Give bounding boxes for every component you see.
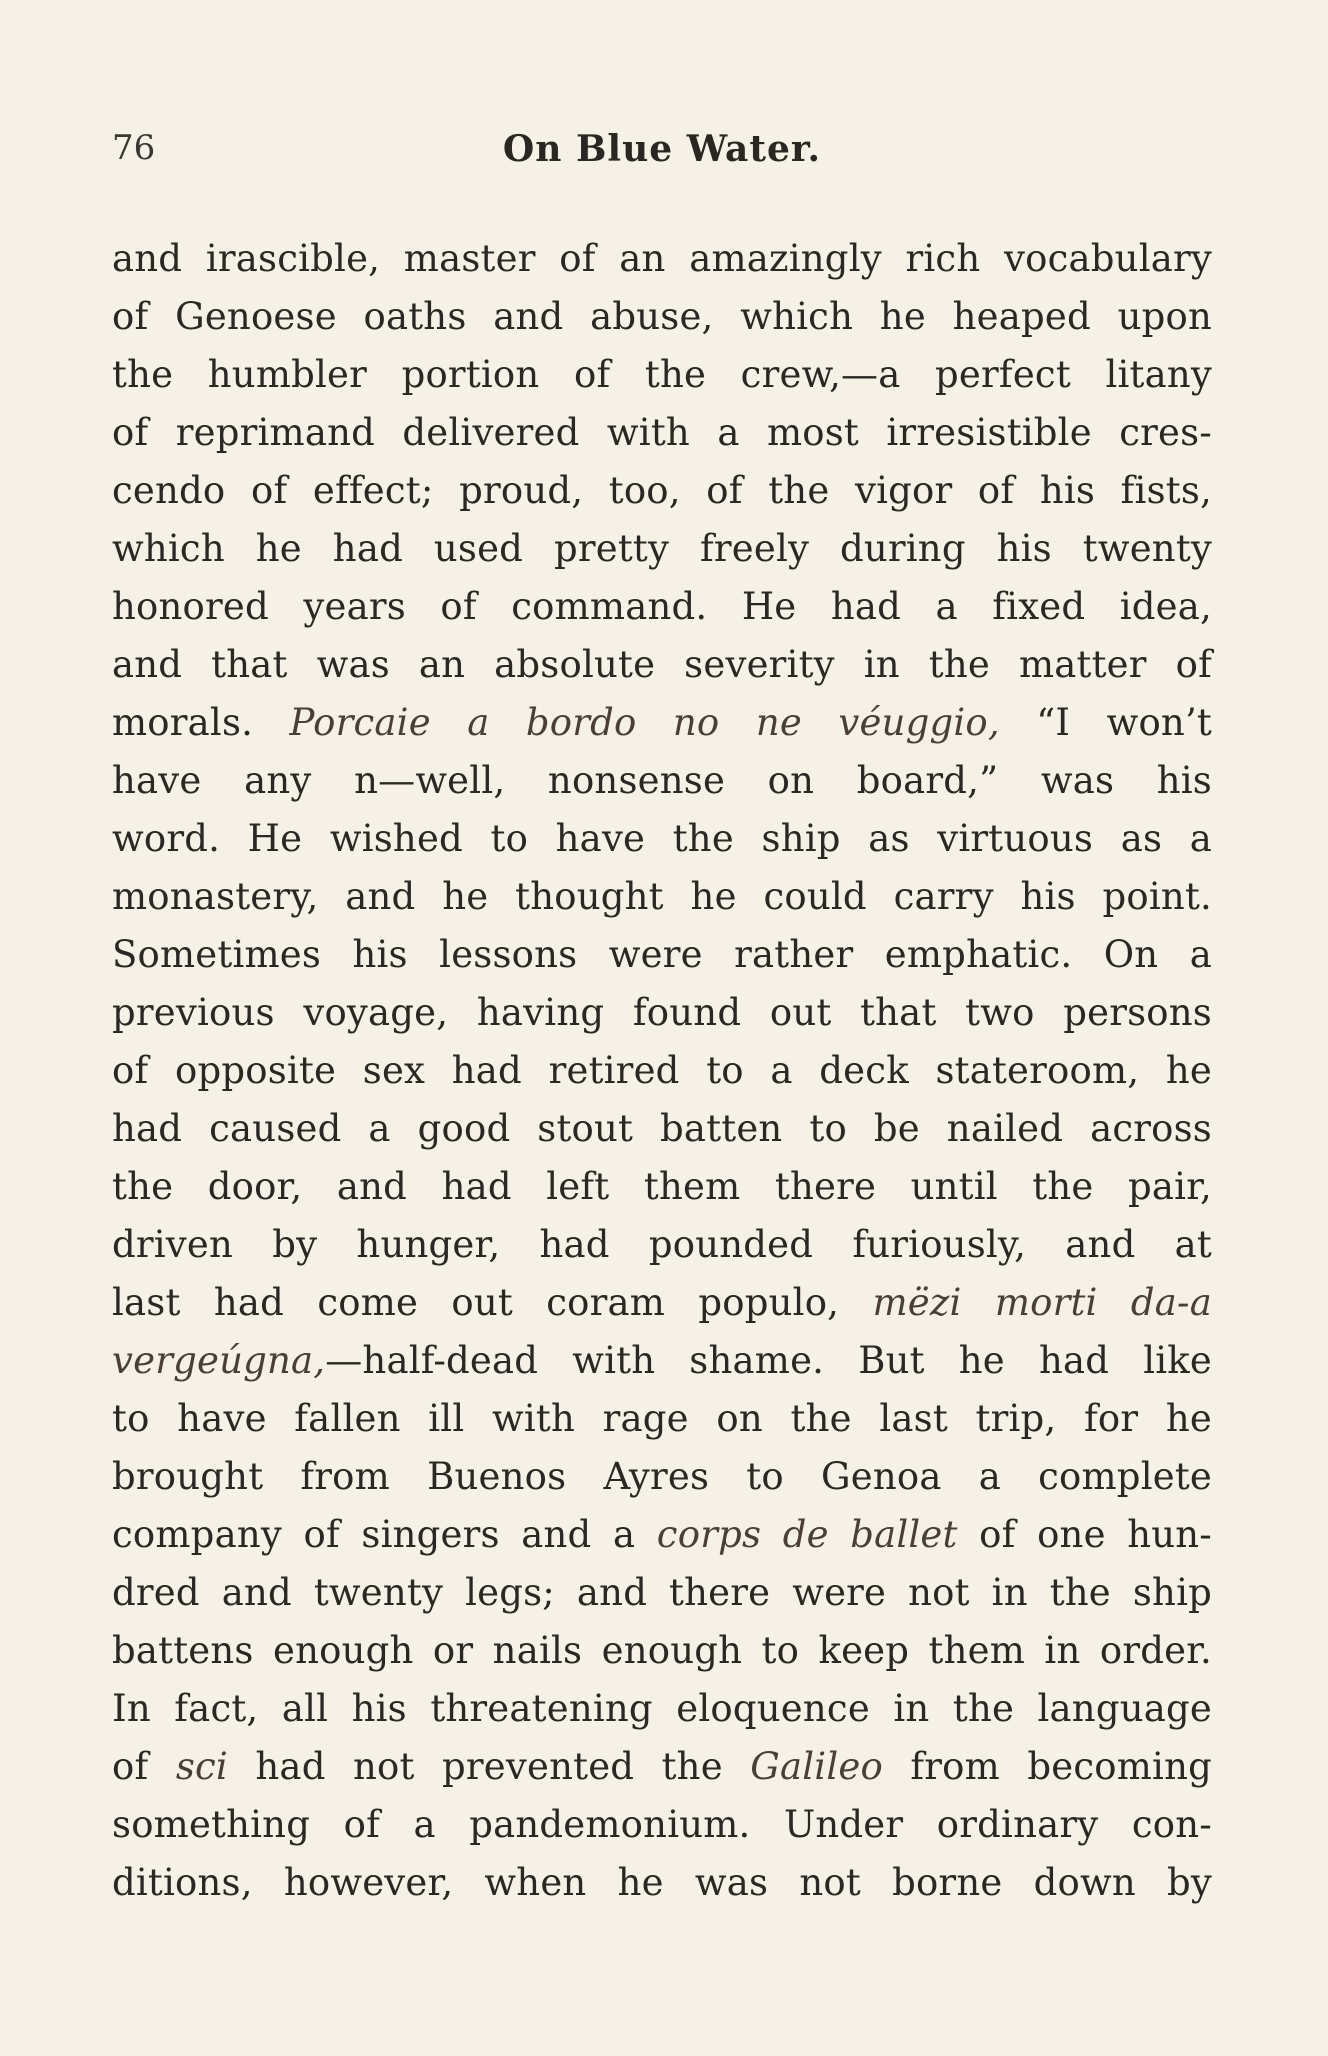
text-segment: battens enough or nails enough to keep them in order.: [112, 1629, 1212, 1672]
text-line: [112, 1332, 1212, 1390]
text-line: [112, 1564, 1212, 1622]
italic-text: mëzi morti da-a: [872, 1281, 1212, 1324]
text-line: [112, 404, 1212, 462]
italic-text: sci: [175, 1745, 228, 1788]
text-segment: of Genoese oaths and abuse, which he heaped upon: [112, 295, 1212, 338]
text-segment: the humbler portion of the crew,—a perfect litany: [112, 353, 1212, 396]
text-line: [112, 578, 1212, 636]
text-line: [112, 346, 1212, 404]
text-line: [112, 984, 1212, 1042]
text-line: [112, 926, 1212, 984]
text-segment: of opposite sex had retired to a deck stateroom, he: [112, 1049, 1212, 1092]
running-head: [112, 128, 1212, 188]
text-line: [112, 1680, 1212, 1738]
text-segment: and that was an absolute severity in the matter of: [112, 643, 1212, 686]
text-segment: previous voyage, having found out that two persons: [112, 991, 1212, 1034]
text-segment: “I won’t: [999, 701, 1212, 744]
text-segment: In fact, all his threatening eloquence in the language: [112, 1687, 1212, 1730]
running-title: On Blue Water.: [502, 128, 822, 170]
text-segment: of one hun-: [957, 1513, 1212, 1556]
text-segment: brought from Buenos Ayres to Genoa a complete: [112, 1455, 1212, 1498]
text-segment: monastery, and he thought he could carry his point.: [112, 875, 1212, 918]
text-segment: the door, and had left them there until the pair,: [112, 1165, 1212, 1208]
text-segment: ditions, however, when he was not borne down by: [112, 1861, 1212, 1904]
text-line: [112, 868, 1212, 926]
text-segment: driven by hunger, had pounded furiously, and at: [112, 1223, 1212, 1266]
text-segment: honored years of command. He had a fixed idea,: [112, 585, 1212, 628]
text-line: [112, 1622, 1212, 1680]
text-segment: something of a pandemonium. Under ordinary con-: [112, 1803, 1212, 1846]
text-segment: from becoming: [882, 1745, 1212, 1788]
italic-text: vergeúgna,: [112, 1339, 326, 1382]
text-line: [112, 1506, 1212, 1564]
text-line: [112, 636, 1212, 694]
italic-text: Porcaie a bordo no ne véuggio,: [289, 701, 1000, 744]
italic-text: Galileo: [750, 1745, 883, 1788]
text-line: [112, 1216, 1212, 1274]
text-line: [112, 752, 1212, 810]
text-line: [112, 1042, 1212, 1100]
text-segment: which he had used pretty freely during his twenty: [112, 527, 1212, 570]
text-line: [112, 288, 1212, 346]
text-line: [112, 1854, 1212, 1912]
text-line: [112, 1158, 1212, 1216]
text-line: [112, 1274, 1212, 1332]
body-text: [112, 230, 1212, 1912]
text-segment: last had come out coram populo,: [112, 1281, 873, 1324]
text-segment: and irascible, master of an amazingly rich vocabulary: [112, 237, 1212, 280]
text-segment: of: [112, 1745, 176, 1788]
text-line: [112, 520, 1212, 578]
text-line: [112, 462, 1212, 520]
text-line: [112, 1738, 1212, 1796]
italic-text: corps de ballet: [656, 1513, 958, 1556]
text-line: [112, 694, 1212, 752]
text-line: [112, 1448, 1212, 1506]
text-segment: cendo of effect; proud, too, of the vigor of his fists,: [112, 469, 1212, 512]
text-segment: word. He wished to have the ship as virtuous as a: [112, 817, 1212, 860]
text-segment: of reprimand delivered with a most irresistible cres-: [112, 411, 1212, 454]
text-segment: to have fallen ill with rage on the last trip, for he: [112, 1397, 1212, 1440]
text-segment: morals.: [112, 701, 290, 744]
page-number: 76: [112, 128, 156, 168]
text-line: [112, 810, 1212, 868]
text-segment: company of singers and a: [112, 1513, 657, 1556]
text-line: [112, 230, 1212, 288]
text-segment: dred and twenty legs; and there were not in the ship: [112, 1571, 1212, 1614]
text-line: [112, 1390, 1212, 1448]
text-segment: had not prevented the: [227, 1745, 751, 1788]
text-line: [112, 1100, 1212, 1158]
text-segment: had caused a good stout batten to be nailed across: [112, 1107, 1212, 1150]
text-line: [112, 1796, 1212, 1854]
text-segment: have any n—well, nonsense on board,” was his: [112, 759, 1212, 802]
text-segment: —half-dead with shame. But he had like: [325, 1339, 1212, 1382]
text-segment: Sometimes his lessons were rather emphatic. On a: [112, 933, 1212, 976]
